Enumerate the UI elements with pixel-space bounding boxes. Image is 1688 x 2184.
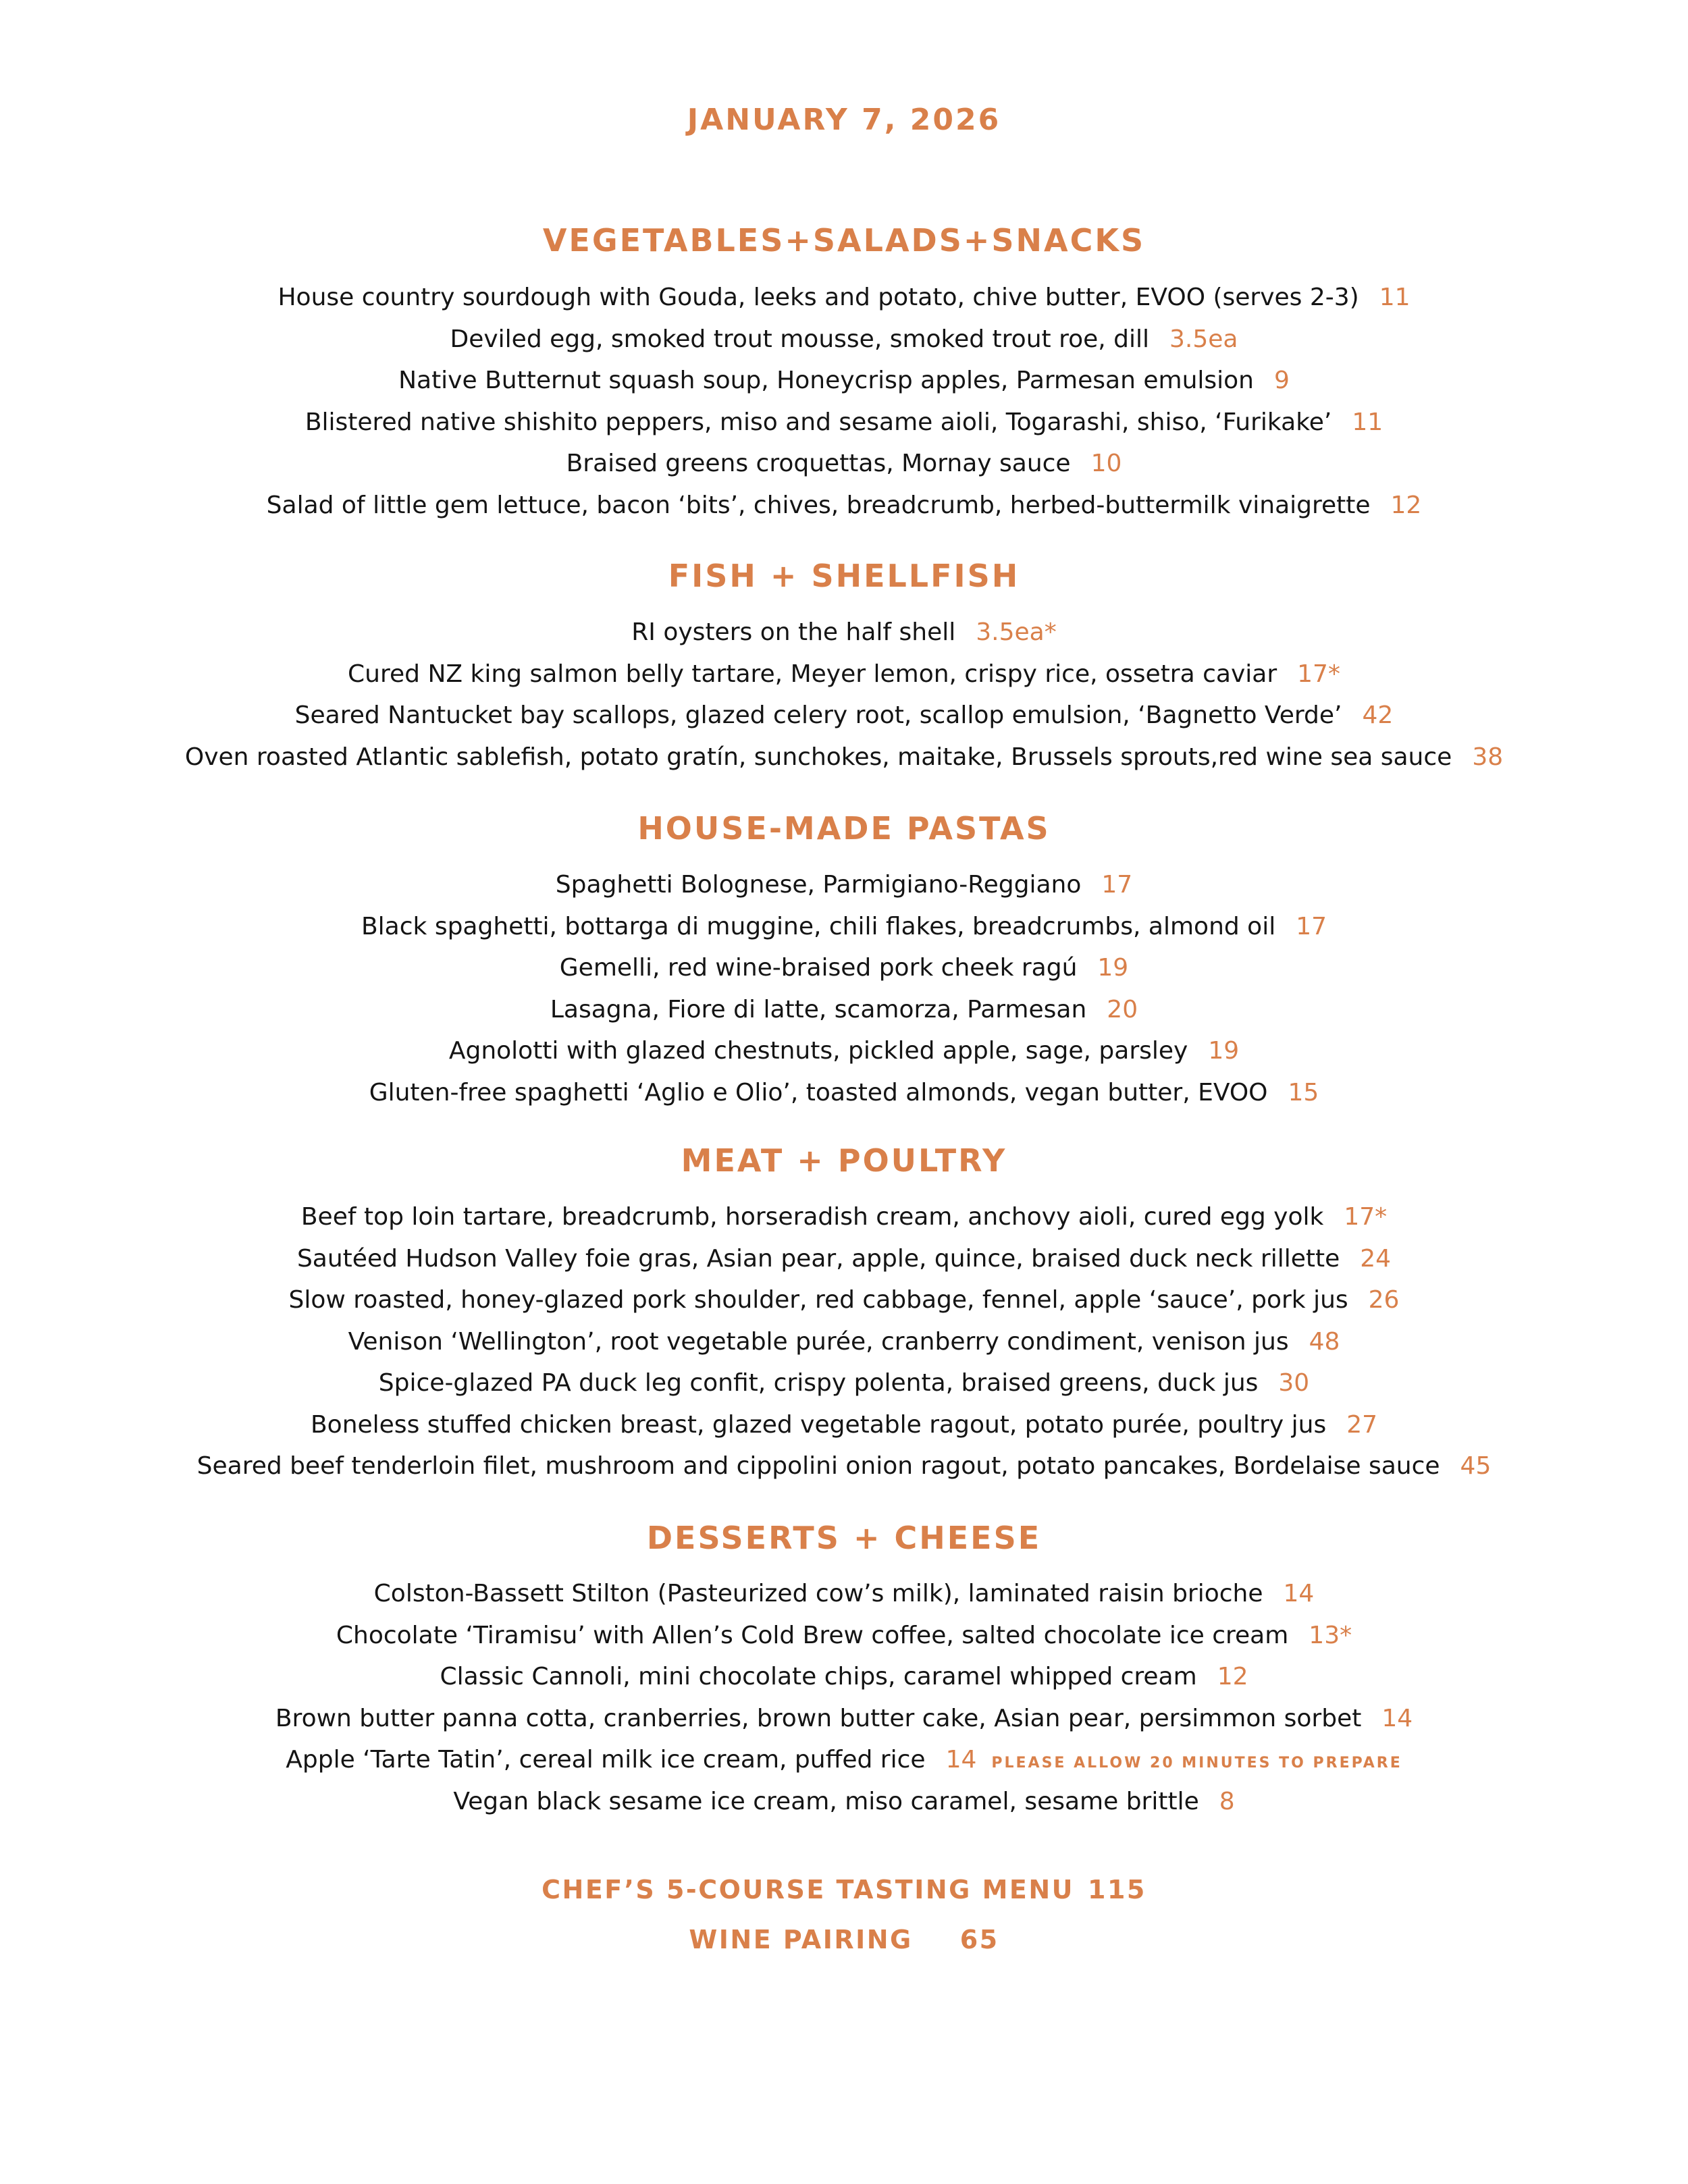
menu-item xyxy=(0,485,1688,527)
item-price: 12 xyxy=(1390,491,1422,519)
menu-item xyxy=(0,1404,1688,1446)
menu-item xyxy=(0,319,1688,361)
item-name: Colston-Bassett Stilton (Pasteurized cow’s milk), laminated raisin brioche xyxy=(373,1580,1263,1607)
menu-item xyxy=(0,612,1688,654)
item-name: Slow roasted, honey-glazed pork shoulder, red cabbage, fennel, apple ‘sauce’, pork jus xyxy=(288,1286,1348,1314)
item-price: 3.5ea xyxy=(1169,325,1238,353)
item-price: 26 xyxy=(1368,1286,1400,1314)
item-price: 17* xyxy=(1344,1203,1388,1231)
menu-item xyxy=(0,1238,1688,1280)
tasting-menu-price: 115 xyxy=(1088,1875,1146,1905)
item-price: 20 xyxy=(1107,995,1138,1023)
section-items-desserts xyxy=(0,1573,1688,1822)
item-price: 19 xyxy=(1097,954,1129,982)
wine-pairing-label: WINE PAIRING xyxy=(689,1925,913,1954)
section-items-fish xyxy=(0,612,1688,778)
item-price: 14 xyxy=(945,1746,977,1774)
menu-item xyxy=(0,443,1688,485)
item-name: Spaghetti Bolognese, Parmigiano-Reggiano xyxy=(555,871,1082,899)
menu-item xyxy=(0,906,1688,948)
wine-pairing-line xyxy=(0,1925,1688,1954)
item-price: 17 xyxy=(1101,871,1133,899)
item-name: Agnolotti with glazed chestnuts, pickled apple, sage, parsley xyxy=(448,1037,1188,1065)
item-name: Cured NZ king salmon belly tartare, Meyer lemon, crispy rice, ossetra caviar xyxy=(348,660,1277,688)
section-items-vegetables xyxy=(0,277,1688,526)
item-price: 10 xyxy=(1090,450,1122,477)
menu-item xyxy=(0,1656,1688,1698)
prep-time-note: PLEASE ALLOW 20 MINUTES TO PREPARE xyxy=(991,1755,1402,1772)
menu-item xyxy=(0,737,1688,778)
item-name: Venison ‘Wellington’, root vegetable purée, cranberry condiment, venison jus xyxy=(348,1327,1289,1356)
item-name: Lasagna, Fiore di latte, scamorza, Parmesan xyxy=(550,995,1087,1023)
menu-item xyxy=(0,1615,1688,1657)
menu-date: JANUARY 7, 2026 xyxy=(687,103,1001,137)
item-name: Oven roasted Atlantic sablefish, potato gratín, sunchokes, maitake, Brussels sprouts,red wine sea sauce xyxy=(184,743,1452,771)
wine-pairing-price: 65 xyxy=(959,1925,999,1954)
item-price: 19 xyxy=(1208,1037,1240,1065)
item-price: 27 xyxy=(1346,1410,1378,1439)
menu-item xyxy=(0,864,1688,906)
item-name: Apple ‘Tarte Tatin’, cereal milk ice cream, puffed rice xyxy=(286,1746,926,1774)
item-name: Gluten-free spaghetti ‘Aglio e Olio’, toasted almonds, vegan butter, EVOO xyxy=(369,1078,1268,1107)
menu-item xyxy=(0,1573,1688,1615)
item-name: Spice-glazed PA duck leg confit, crispy polenta, braised greens, duck jus xyxy=(378,1369,1259,1397)
item-price: 24 xyxy=(1360,1244,1392,1273)
item-price: 14 xyxy=(1381,1704,1413,1732)
item-price: 17* xyxy=(1297,660,1340,688)
tasting-menu-label: CHEF’S 5-COURSE TASTING MENU xyxy=(542,1875,1075,1905)
item-price: 48 xyxy=(1309,1327,1340,1356)
menu-item xyxy=(0,360,1688,402)
menu-item xyxy=(0,695,1688,737)
item-name: Beef top loin tartare, breadcrumb, horseradish cream, anchovy aioli, cured egg yolk xyxy=(300,1203,1324,1231)
item-name: Seared Nantucket bay scallops, glazed celery root, scallop emulsion, ‘Bagnetto Verde’ xyxy=(294,701,1342,729)
item-name: Native Butternut squash soup, Honeycrisp apples, Parmesan emulsion xyxy=(398,367,1254,394)
item-name: RI oysters on the half shell xyxy=(631,618,956,646)
item-name: Vegan black sesame ice cream, miso caramel, sesame brittle xyxy=(453,1787,1199,1815)
item-price: 11 xyxy=(1379,284,1410,311)
item-name: Seared beef tenderloin filet, mushroom and cippolini onion ragout, potato pancakes, Bordelaise sauce xyxy=(196,1452,1440,1480)
item-name: Gemelli, red wine-braised pork cheek ragú xyxy=(559,954,1078,982)
item-name: Deviled egg, smoked trout mousse, smoked trout roe, dill xyxy=(450,325,1150,353)
item-price: 15 xyxy=(1288,1078,1319,1107)
item-name: Blistered native shishito peppers, miso and sesame aioli, Togarashi, shiso, ‘Furikake’ xyxy=(305,408,1332,436)
menu-item xyxy=(0,1196,1688,1238)
item-price: 9 xyxy=(1274,367,1290,394)
menu-item xyxy=(0,1279,1688,1321)
item-name: Boneless stuffed chicken breast, glazed vegetable ragout, potato purée, poultry jus xyxy=(310,1410,1327,1439)
item-price: 38 xyxy=(1472,743,1504,771)
menu-item xyxy=(0,1321,1688,1363)
section-items-meat xyxy=(0,1196,1688,1487)
section-title-pastas: HOUSE-MADE PASTAS xyxy=(637,810,1051,847)
menu-item xyxy=(0,1030,1688,1072)
menu-item xyxy=(0,1362,1688,1404)
item-name: Black spaghetti, bottarga di muggine, chili flakes, breadcrumbs, almond oil xyxy=(361,912,1276,940)
item-name: Sautéed Hudson Valley foie gras, Asian pear, apple, quince, braised duck neck rillette xyxy=(296,1244,1340,1273)
menu-item xyxy=(0,1072,1688,1114)
menu-item xyxy=(0,989,1688,1031)
menu-item xyxy=(0,1739,1688,1781)
item-name: Salad of little gem lettuce, bacon ‘bits’, chives, breadcrumb, herbed-buttermilk vinaigrette xyxy=(266,491,1371,519)
item-price: 42 xyxy=(1362,701,1394,729)
menu-item xyxy=(0,1445,1688,1487)
menu-item xyxy=(0,947,1688,989)
item-name: Brown butter panna cotta, cranberries, brown butter cake, Asian pear, persimmon sorbet xyxy=(275,1704,1362,1732)
item-name: House country sourdough with Gouda, leeks and potato, chive butter, EVOO (serves 2-3) xyxy=(278,284,1359,311)
item-name: Classic Cannoli, mini chocolate chips, caramel whipped cream xyxy=(440,1663,1197,1690)
item-price: 8 xyxy=(1219,1787,1235,1815)
item-price: 12 xyxy=(1217,1663,1248,1690)
section-items-pastas xyxy=(0,864,1688,1113)
item-name: Chocolate ‘Tiramisu’ with Allen’s Cold Brew coffee, salted chocolate ice cream xyxy=(336,1621,1289,1649)
section-title-desserts: DESSERTS + CHEESE xyxy=(646,1520,1042,1556)
item-price: 13* xyxy=(1309,1621,1352,1649)
section-title-meat: MEAT + POULTRY xyxy=(681,1142,1007,1179)
section-title-vegetables: VEGETABLES+SALADS+SNACKS xyxy=(542,222,1146,259)
menu-item xyxy=(0,1781,1688,1823)
item-price: 30 xyxy=(1278,1369,1310,1397)
item-price: 11 xyxy=(1352,408,1383,436)
item-price: 14 xyxy=(1283,1580,1315,1607)
menu-item xyxy=(0,654,1688,695)
item-price: 45 xyxy=(1460,1452,1492,1480)
menu-item xyxy=(0,1698,1688,1740)
item-price: 3.5ea* xyxy=(976,618,1057,646)
section-title-fish: FISH + SHELLFISH xyxy=(668,558,1020,594)
menu-item xyxy=(0,402,1688,444)
item-name: Braised greens croquettas, Mornay sauce xyxy=(566,450,1071,477)
item-price: 17 xyxy=(1296,912,1327,940)
menu-item xyxy=(0,277,1688,319)
tasting-menu-line xyxy=(0,1875,1688,1905)
